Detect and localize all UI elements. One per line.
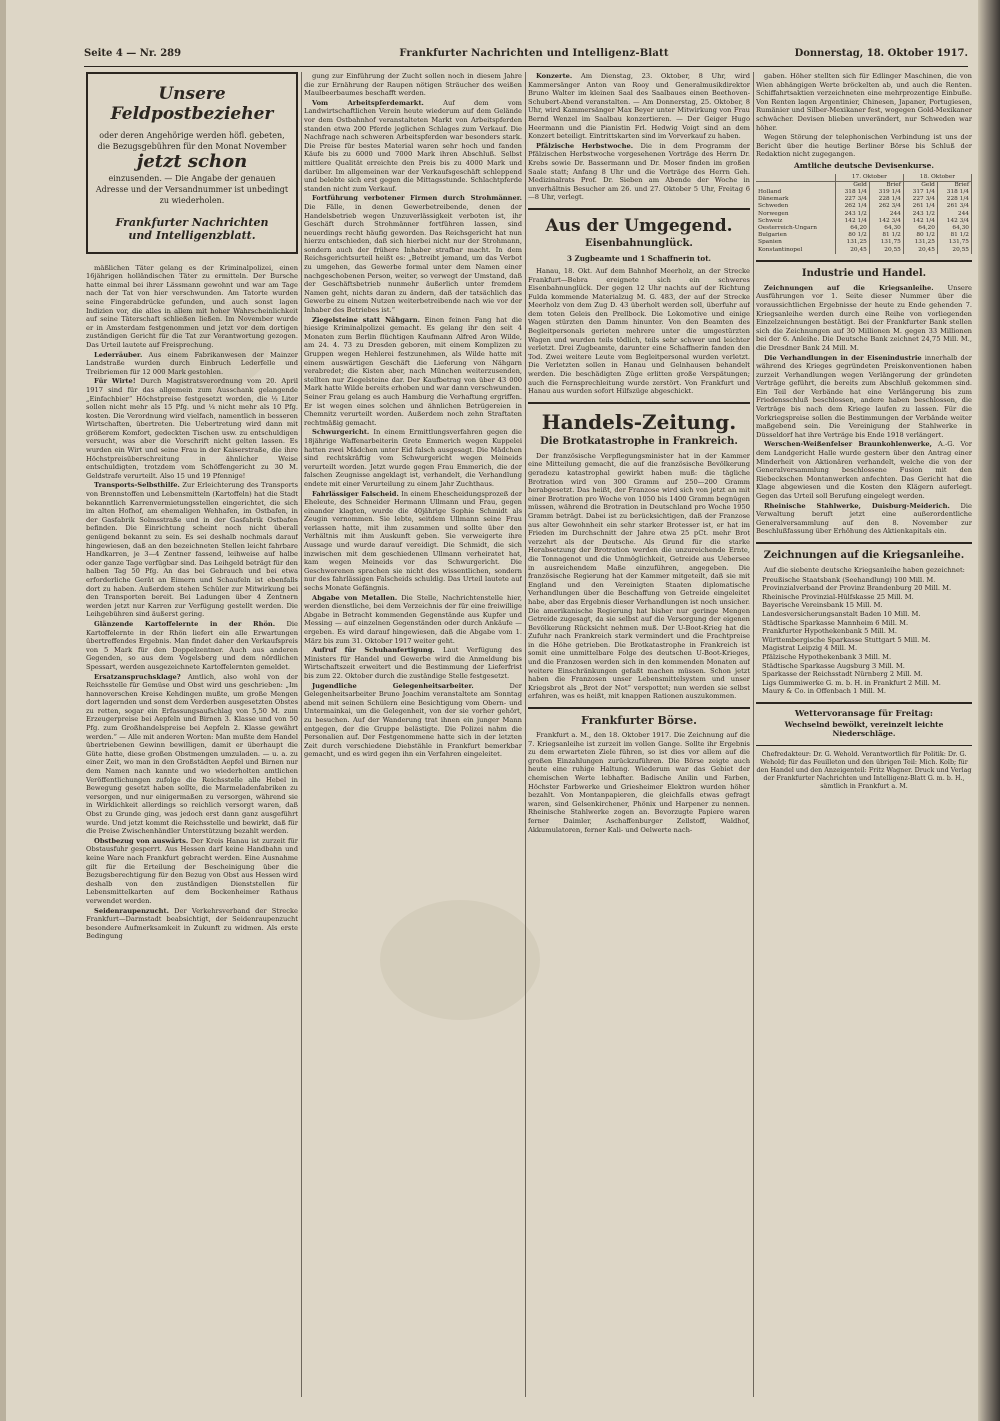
imprint: Chefredakteur: Dr. G. Wehold. Verantwortlich für Politik: Dr. G. Wehold; für das Feuilleton und den übrigen Teil: Mich. Kolb; für den Handel und den Anzeigenteil: Fritz Wagner. Druck und Verlag der Frankfurter Nachrichten und Intelligenz-Blatt G. m. b. H., sämtlich in Frankfurt a. M. — [756, 745, 972, 791]
subscription-line: Ligs Gummiwerke G. m. b. H. in Frankfurt 2 Mill. M. — [762, 678, 941, 687]
subscription-line: Maury & Co. in Offenbach 1 Mill. M. — [762, 687, 886, 696]
article-heading: Schwurgericht. — [312, 428, 370, 437]
article-paragraph — [304, 682, 522, 759]
fx-rate: 244 — [937, 211, 971, 218]
article-paragraph — [756, 502, 972, 536]
subscription-line: Magistrat Leipzig 4 Mill. M. — [762, 644, 858, 653]
article-paragraph — [86, 377, 298, 480]
notice-publisher — [94, 216, 290, 242]
handel-subheading: Die Brotkatastrophe in Frankreich. — [540, 435, 738, 447]
col4-intro-2: Wegen Störung der telephonischen Verbindung ist uns der Bericht über die heutige Berliner Börse bis Schluß der Redaktion nicht zugegangen. — [756, 133, 972, 159]
fx-rate: 318 1/4 — [937, 189, 971, 196]
fx-table-head — [756, 174, 972, 189]
article-text: Die Stelle, Nachrichtenstelle hier, werden dienstliche, bei dem Verzeichnis der für eine freiwillige Abgabe in Betracht kommenden Gegenstände aus Kupfer und Messing — auf einzelnen Gegenständen oder durch Ankäufe — ergeben. Es wird darauf hingewiesen, daß die Abgabe vom 1. März bis zum 31. Oktober 1917 weiter geht. — [304, 593, 522, 645]
notice-emphasis: jetzt schon — [136, 151, 248, 172]
article-paragraph — [304, 428, 522, 488]
notice-text-2: einzusenden. — Die Angabe der genauen Adresse und der Versandnummer ist unbedingt zu wiederholen. — [95, 173, 289, 205]
notice-title-line1: Unsere — [158, 84, 226, 104]
col1-articles — [86, 264, 298, 941]
fx-country: Konstantinopel — [756, 247, 835, 254]
article-heading: Seidenraupenzucht. — [94, 906, 169, 915]
fx-head-cell: 17. Oktober — [835, 174, 903, 182]
fx-rate: 81 1/2 — [937, 232, 971, 239]
wetter-heading: Wettervoransage für Freitag: — [794, 708, 934, 719]
article-paragraph — [528, 72, 750, 141]
fx-country: Schweden — [756, 203, 835, 210]
fx-country: Schweiz — [756, 218, 835, 225]
fx-row — [756, 232, 972, 239]
fx-row — [756, 239, 972, 246]
zeichnungen-list — [756, 576, 972, 696]
article-heading: Ziegelsteine statt Nähgarn. — [312, 315, 420, 324]
article-text: Laut Verfügung des Ministers für Handel und Gewerbe wird die Anmeldung bis Wirtschaftszeit erweitert und die Bestimmung der Lieferfrist bis zum 22. Oktober durch die zuständige Stelle festgesetzt. — [304, 646, 522, 680]
article-paragraph — [304, 316, 522, 428]
fx-sub-cell: Geld — [903, 181, 937, 189]
umgegend-subsubheading: 3 Zugbeamte und 1 Schaffnerin tot. — [566, 253, 712, 263]
article-paragraph — [86, 481, 298, 619]
article-text: Am Dienstag, 23. Oktober, 8 Uhr, wird Kammersänger Anton van Rooy und Generalmusikdirektor Bruno Walter im kleinen Saal des Saalbaues einen Beethoven-Schubert-Abend veranstalten. — Am Donnerstag, 25. Oktober, 8 Uhr, wird Kammersänger Max Beyer unter Mitwirkung von Frau Bernd Wenzel im Saalbau konzertieren. — Der Geiger Hugo Heermann und die Pianistin Frl. Hedwig Voigt sind an dem Konzert beteiligt. Eintrittskarten sind im Vorverkauf zu haben. — [528, 72, 750, 141]
fx-rate: 64,30 — [937, 225, 971, 232]
article-heading: Rheinische Stahlwerke, Duisburg-Meiderich. — [764, 501, 950, 510]
article-heading: Transports-Selbsthilfe. — [94, 481, 180, 490]
col4-intro: gaben. Höher stellten sich für Edlinger Maschinen, die von Wien abhängigen Werte bröckelten ab, und auch die Renten. Schiffahrtsaktien verzeichneten eine mehrprozentige Einbuße. Von Renten lagen Argentinier, Chinesen, Japaner, Portugiesen, Rumänier und Silber-Mexikaner fest, wogegen Gold-Mexikaner schwächer. Devisen blieben unverändert, nur Schweden war höher. — [756, 72, 972, 132]
fx-rate: 64,20 — [835, 225, 869, 232]
notice-text: oder deren Angehörige werden höfl. gebeten, die Bezugsgebühren für den Monat November — [97, 131, 287, 151]
fx-country: Spanien — [756, 239, 835, 246]
fx-rate: 131,75 — [937, 239, 971, 246]
article-heading: Lederräuber. — [94, 350, 143, 359]
article-heading: Jugendliche Gelegenheitsarbeiter. — [312, 681, 474, 690]
article-paragraph — [528, 142, 750, 202]
column-3 — [528, 72, 750, 1397]
fx-rate: 64,20 — [903, 225, 937, 232]
fx-row — [756, 247, 972, 254]
umgegend-subheading: Eisenbahnunglück. — [585, 237, 693, 249]
fx-rate: 244 — [869, 211, 903, 218]
subscription-line: Bayerische Vereinsbank 15 Mill. M. — [762, 601, 883, 610]
article-text: innerhalb der während des Krieges gegründeten Preiskonventionen haben zurzeit Verhandlungen wegen Verlängerung der gründeten Verträge geführt, die bereits zum Abschluß gekommen sind. Ein Teil der Verbände hat eine Verlängerung bis zum Friedensschluß beschlossen, andere haben beschlossen, die Verträge bis nach dem Kriege laufen zu lassen. Für die Vorkriegspreise sollen die Bestimmungen der Verbände weiter maßgebend sein. Die Vereinigung der Stahlwerke in Düsseldorf hat ihre Verträge bis Ende 1918 verlängert. — [756, 353, 972, 439]
notice-title-line2: Feldpostbezieher — [110, 104, 274, 124]
article-heading: Obstbezug von auswärts. — [94, 836, 189, 845]
fx-title: Amtliche deutsche Devisenkurse. — [793, 160, 934, 170]
subscription-line: Landesversicherungsanstalt Baden 10 Mill. M. — [762, 609, 921, 618]
fx-rate: 64,30 — [869, 225, 903, 232]
fx-head-cell — [756, 174, 835, 182]
article-heading: Fortführung verbotener Firmen durch Strohmänner. — [312, 194, 522, 203]
fx-rate: 142 1/4 — [835, 218, 869, 225]
article-paragraph — [304, 99, 522, 194]
section-rule — [756, 260, 972, 262]
fx-rate: 243 1/2 — [835, 211, 869, 218]
handel-heading: Handels-Zeitung. — [541, 409, 737, 434]
umgegend-heading: Aus der Umgegend. — [545, 215, 733, 236]
subscription-line: Frankfurter Hypothekenbank 5 Mill. M. — [762, 627, 897, 636]
industrie-heading: Industrie und Handel. — [801, 267, 927, 279]
article-paragraph — [304, 594, 522, 646]
wetter-text: Wechselnd bewölkt, vereinzelt leichte Niederschläge. — [784, 720, 944, 739]
publisher-line2: und Intelligenzblatt. — [128, 228, 256, 242]
issue-date: Donnerstag, 18. Oktober 1917. — [794, 48, 968, 59]
fx-rate: 20,45 — [835, 247, 869, 254]
fx-rate: 318 1/4 — [835, 189, 869, 196]
fx-table-body — [756, 189, 972, 254]
fx-rate: 81 1/2 — [869, 232, 903, 239]
fx-rate: 319 1/4 — [869, 189, 903, 196]
subscription-line: Städtische Sparkasse Augsburg 3 Mill. M. — [762, 661, 905, 670]
section-rule — [528, 402, 750, 404]
industrie-articles — [756, 284, 972, 536]
fx-rate: 80 1/2 — [835, 232, 869, 239]
section-rule — [756, 702, 972, 704]
article-heading: Für Wirte! — [94, 377, 136, 386]
fx-head-cell: 18. Oktober — [903, 174, 971, 182]
fx-row — [756, 211, 972, 218]
fx-rates-table — [756, 174, 972, 254]
section-rule — [528, 707, 750, 709]
section-rule — [528, 208, 750, 210]
article-heading: Werschen-Weißenfelser Braunkohlenwerke, — [764, 440, 932, 449]
fx-rate: 142 3/4 — [869, 218, 903, 225]
article-paragraph — [86, 673, 298, 836]
article-text: A.-G. Vor dem Landgericht Halle wurde gestern über den Antrag einer Minderheit von Aktionären verhandelt, welche die von der Generalversammlung beschlossene Fusion mit den Riebeckschen Montanwerken anfechten. Das Gericht hat die Klage abgewiesen und die Kosten den Klägern auferlegt. Gegen das Urteil soll Berufung eingelegt werden. — [756, 440, 972, 501]
article-text: Unsere Ausführungen vor 1. Seite dieser Nummer über die voraussichtlichen Ergebnisse der heute zu Ende gehenden 7. Kriegsanleihe werden durch eine Reihe von vorliegenden Einzelzeichnungen bestätigt. Bei der Frankfurter Bank stellen sich die Zeichnungen auf 30 Millionen M. gegen 33 Millionen bei der 6. Anleihe. Die Deutsche Bank zeichnet 24,75 Mill. M., die Dresdner Bank 24 Mill. M. — [756, 283, 972, 352]
article-paragraph — [756, 440, 972, 500]
fx-sub-row — [756, 181, 972, 189]
article-paragraph — [86, 264, 298, 350]
column-4 — [756, 72, 972, 1397]
section-rule — [756, 542, 972, 544]
article-paragraph — [756, 284, 972, 353]
fx-row — [756, 225, 972, 232]
article-text: Der Gelegenheitsarbeiter Bruno Joachim veranstaltete am Sonntag abend mit seinen Schülern eine Besichtigung vom Obern- und Untermainkai, um die Gelegenheit, von der sie vorher gehört, zu besuchen. Auf der Wanderung trat ihnen ein junger Mann entgegen, der die Gruppe belästigte. Die Polizei nahm die Personalien auf. Der Festgenommene hatte sich in der letzten Zeit durch verschiedene Diebstähle in Frankfurt bemerkbar gemacht, und es wird gegen ihn ein Verfahren eingeleitet. — [304, 681, 522, 759]
article-paragraph — [304, 646, 522, 680]
fx-row — [756, 189, 972, 196]
article-paragraph — [86, 351, 298, 377]
column-2 — [304, 72, 522, 1397]
fx-date-row — [756, 174, 972, 182]
boerse-heading: Frankfurter Börse. — [581, 714, 697, 728]
column-rule — [301, 72, 302, 1397]
article-text: gung zur Einführung der Zucht sollen noch in diesem Jahre die zur Ernährung der Raupen nötigen Sträucher des weißen Maulbeerbaumes beschafft werden. — [304, 72, 522, 98]
fx-rate: 243 1/2 — [903, 211, 937, 218]
article-heading: Vom Arbeitspferdemarkt. — [312, 98, 424, 107]
article-paragraph — [86, 907, 298, 941]
page-left-edge — [0, 0, 6, 1421]
fx-rate: 20,55 — [937, 247, 971, 254]
fx-row — [756, 203, 972, 210]
fx-rate: 228 1/4 — [869, 196, 903, 203]
article-heading: Glänzende Kartoffelernte in der Rhön. — [94, 619, 276, 628]
fx-country: Bulgarien — [756, 232, 835, 239]
fx-rate: 142 3/4 — [937, 218, 971, 225]
header-rule — [84, 66, 968, 67]
fx-rate: 261 1/4 — [903, 203, 937, 210]
article-text: Die in dem Programm der Pfälzischen Herbstwoche vorgesehenen Vorträge des Herrn Dr. Krebs sowie Dr. Bassermann und Dr. Moser finden im großen Saale statt; Anfang 8 Uhr und die Vorträge des Herrn Geh. Medizinalrats Prof. Dr. Sieben am Abende der Woche in unverhältnis Besucher am 26. und 27. Oktober 5 Uhr, Freitag 6—8 Uhr, verlegt. — [528, 141, 750, 202]
fx-country: Norwegen — [756, 211, 835, 218]
fx-rate: 142 1/4 — [903, 218, 937, 225]
article-text: Durch Magistratsverordnung vom 20. April 1917 sind für das allgemein zum Ausschank gelangende „Einfachbier“ Höchstpreise festgesetzt worden, die ⅓ Liter sollen nicht mehr als 15 Pfg. und ¼ nicht mehr als 10 Pfg. kosten. Die Verordnung wird vielfach, namentlich in besseren Wirtschaften, übertreten. Die Uebertretung wird dann mit größerem Komfort, gedeckten Tischen usw. zu entschuldigen versucht, was aber die Vorschrift nicht gelten lassen. Es wurden ein Wirt und seine Frau in der Kaiserstraße, die ihre Höchstpreisüberschreitung in ähnlicher Weise entschuldigten, trotzdem vom Schöffengericht zu 30 M. Geldstrafe verurteilt. Also 15 und 19 Pfennige! — [86, 377, 298, 480]
handel-text: Der französische Verpflegungsminister hat in der Kammer eine Mitteilung gemacht, die auf die französische Bevölkerung geradezu katastrophal gewirkt haben muß: die tägliche Brotration wird von 300 Gramm auf 250—200 Gramm herabgesetzt. Das heißt, der Franzose wird sich von jetzt an mit einer Brotration pro Woche von 1050 bis 1400 Gramm begnügen müssen, während die Brotration in Deutschland pro Woche 1950 Gramm beträgt. Dabei ist zu berücksichtigen, daß der Franzose aus alter Gewohnheit ein sehr starker Brotesser ist, er hat im Frieden im Durchschnitt der Jahre etwa 25 pCt. mehr Brot verzehrt als der Deutsche. Als Grund für die starke Herabsetzung der Brotration werden die unzureichende Ernte, die Tonnagenot und die Unmöglichkeit, Getreide aus Uebersee in ausreichendem Maße einzuführen, angegeben. Die französische Regierung hat der Kammer mitgeteilt, daß sie mit England und den Vereinigten Staaten diplomatische Verhandlungen über die Beschaffung von Getreide eingeleitet habe, aber das Ergebnis dieser Verhandlungen ist noch unsicher. Die amerikanische Regierung hat bisher nur geringe Mengen Getreide zugesagt, da sie selbst auf die Versorgung der eigenen Bevölkerung Rücksicht nehmen muß. Der U-Boot-Krieg hat die Zufuhr nach Frankreich stark vermindert und die Frachtpreise in die Höhe getrieben. Die Brotkatastrophe in Frankreich ist somit eine unmittelbare Folge des deutschen U-Boot-Krieges, und die Franzosen werden sich in den kommenden Monaten auf weitere Einschränkungen gefaßt machen müssen. Schon jetzt haben die Franzosen unser Lebensmittelsystem und unser Kriegsbrot als „Brot der Not“ verspottet; nun werden sie selbst erfahren, was es heißt, mit knappen Rationen auszukommen. — [528, 451, 750, 701]
article-heading: Pfälzische Herbstwoche. — [536, 141, 634, 150]
article-paragraph — [86, 620, 298, 672]
fx-rate: 131,75 — [869, 239, 903, 246]
subscription-line: Sparkasse der Reichsstadt Nürnberg 2 Mill. M. — [762, 670, 923, 679]
column-1 — [86, 72, 298, 1397]
article-paragraph — [304, 72, 522, 98]
article-text: Auf dem vom Landwirtschaftlichen Verein heute wiederum auf dem Gelände vor dem Ostbahnhof veranstalteten Markt von Arbeitspferden standen etwa 200 Pferde jeglichen Schlages zum Verkauf. Die Nachfrage nach schweren Arbeitspferden war besonders stark. Die Preise für bestes Material waren sehr hoch und fanden Käufe bis zu 6000 und 7000 Mark ihren Abschluß. Selbst mittlere Qualität erreichte den Preis bis zu 4000 Mark und darüber. Im allgemeinen war der Verkaufsgeschäft schleppend und belebte sich erst gegen die Mittagsstunde. Schlachtpferde standen nicht zum Verkauf. — [304, 98, 522, 193]
article-heading: Aufruf für Schuhanfertigung. — [312, 646, 435, 655]
feldpost-notice-box — [86, 72, 298, 254]
subscription-line: Preußische Staatsbank (Seehandlung) 100 Mill. M. — [762, 575, 936, 584]
fx-rate: 131,25 — [835, 239, 869, 246]
fx-country: Dänemark — [756, 196, 835, 203]
article-text: In einem Ehescheidungsprozeß der Eheleute, des Schneider Hermann Ullmann und Frau, gegen einander klagten, wurde die 40jährige Sophie Schmidt als Zeugin vernommen. Sie lebte, seitdem Ullmann seine Frau verlassen hatte, mit ihm zusammen und sollte über den Verhältnis mit ihm Auskunft geben. Sie verweigerte ihre Aussage und wurde darauf vereidigt. Die Schmidt, die sich inzwischen mit dem geschiedenen Ullmann verheiratet hat, kam wegen Meineids vor das Schwurgericht. Die Geschworenen sprachen sie nicht des wissentlichen, sondern nur des fahrlässigen Falscheids schuldig. Das Urteil lautete auf sechs Monate Gefängnis. — [304, 489, 522, 593]
page-number: Seite 4 — Nr. 289 — [84, 48, 182, 59]
article-paragraph — [304, 194, 522, 314]
fx-rate: 20,45 — [903, 247, 937, 254]
fx-rate: 262 1/4 — [835, 203, 869, 210]
article-heading: Zeichnungen auf die Kriegsanleihe. — [764, 283, 934, 292]
article-text: Aus einem Fabrikanwesen der Mainzer Landstraße wurden durch Einbruch Lederfelle und Treibriemen für 12 000 Mark gestohlen. — [86, 350, 298, 376]
zeichnungen-intro: Auf die siebente deutsche Kriegsanleihe haben gezeichnet: — [764, 565, 965, 574]
article-heading: Die Verhandlungen in der Eisenindustrie — [764, 353, 922, 362]
subscription-line: Provinzialverband der Provinz Brandenburg 20 Mill. M. — [762, 584, 952, 593]
masthead-title: Frankfurter Nachrichten und Intelligenz-Blatt — [399, 48, 669, 59]
fx-rate: 227 3/4 — [835, 196, 869, 203]
fx-row — [756, 218, 972, 225]
subscription-line: Rheinische Provinzial-Hülfskasse 25 Mill. M. — [762, 592, 914, 601]
publisher-line1: Frankfurter Nachrichten — [115, 215, 269, 229]
column-rule — [525, 72, 526, 1397]
fx-rate: 131,25 — [903, 239, 937, 246]
fx-rate: 228 1/4 — [937, 196, 971, 203]
fx-row — [756, 196, 972, 203]
zeichnungen-heading: Zeichnungen auf die Kriegsanleihe. — [763, 549, 965, 561]
fx-sub-cell: Brief — [869, 181, 903, 189]
article-heading: Abgabe von Metallen. — [312, 593, 398, 602]
fx-rate: 20,55 — [869, 247, 903, 254]
fx-rate: 227 3/4 — [903, 196, 937, 203]
article-text: In einem Ermittlungsverfahren gegen die 18jährige Waffenarbeiterin Grete Emmerich wegen Kuppelei hatten zwei Mädchen unter Eid falsch ausgesagt. Die Mädchen sind rechtskräftig vom Schwurgericht wegen Meineids verurteilt worden. Jetzt wurde gegen Frau Emmerich, die der falschen Zeugnisse angeklagt ist, verhandelt, die Verhandlung endete mit einer Verurteilung zu einem Jahr Zuchthaus. — [304, 428, 522, 488]
fx-rate: 262 3/4 — [869, 203, 903, 210]
article-heading: Konzerte. — [536, 72, 573, 80]
fx-country: Holland — [756, 189, 835, 196]
article-text: mäßlichen Täter gelang es der Kriminalpolizei, einen 16jährigen holländischen Täter zu ermitteln. Der Bursche hatte einmal bei ihrer Lässmann gewohnt und war am Tage nach der Tat von hier verschwunden. Am Tatorte wurden seine Fingerabdrücke gefunden, und auch sonst lagen Indizien vor, die alles in allem mit hoher Wahrscheinlichkeit auf seine Täterschaft schließen ließen. Im November wurde er in Amsterdam festgenommen und jetzt vor dem dortigen zuständigen Gericht für die Tat zur Verantwortung gezogen. Das Urteil lautete auf Freisprechung. — [86, 263, 298, 349]
article-paragraph — [304, 490, 522, 593]
column-rule — [753, 72, 754, 1397]
article-text: Amtlich, also wohl von der Reichsstelle für Gemüse und Obst wird uns geschrieben: „Im hannoverschen Kreise Kehdingen mußte, um große Mengen dort lagernden und sonst dem Verderben ausgesetzten Obstes zu retten, sogar ein Erfassungsaufschlag von 5,50 M. zum Erzeugerpreise bei Aepfeln und Birnen 3. Klasse und von 50 Pfg. zum Großhandelspreise bei Aepfeln 2. Klasse gewährt werden.“ — Alle mit anderen Worten: Man mußte dem Handel übertriebenen Gewinn bewilligen, damit er überhaupt die Güte hatte, diese großen Obstmengen umzuladen. — u. a. zu einer Zeit, wo man in den Großstädten Aepfel und Birnen nur dem Namen nach kannte und wo wiederholten amtlichen Veröffentlichungen zufolge die Reichsstelle alle Hebel in Bewegung gesetzt haben sollte, die Marmeladenfabriken zu versorgen, und nur einigermaßen zu versorgen, während sie in Wirklichkeit allerdings so reichlich versorgt waren, daß Obst zu Grunde ging, was jedoch erst dann ganz ausgeführt wurde. Und jetzt kommt die Reichsstelle und bewirkt, daß für die Preise Zwischenhändler Unterstützung bezahlt werden. — [86, 672, 298, 836]
article-heading: Fahrlässiger Falscheid. — [312, 489, 399, 498]
subscription-line: Württembergische Sparkasse Stuttgart 5 Mill. M. — [762, 635, 931, 644]
fx-rate: 317 1/4 — [903, 189, 937, 196]
article-paragraph — [86, 837, 298, 906]
subscription-line: Pfälzische Hypothekenbank 3 Mill. M. — [762, 652, 892, 661]
article-text: Der Kreis Hanau ist zurzeit für Obstausfuhr gesperrt. Aus Hessen darf keine Handbahn und keine Ware nach Frankfurt gebracht werden. Eine Ausnahme gilt für die Erteilung der Bescheinigung über die Bezugsberechtigung für den Bezug von Obst aus Hessen wird deshalb von den zuständigen Dienststellen für Lebensmittelkarten auf dem Bockenheimer Rathaus verwendet werden. — [86, 836, 298, 905]
article-paragraph — [756, 354, 972, 440]
fx-rate: 80 1/2 — [903, 232, 937, 239]
fx-rate: 261 3/4 — [937, 203, 971, 210]
fx-sub-cell: Brief — [937, 181, 971, 189]
article-text: Die Fälle, in denen Gewerbetreibende, denen der Handelsbetrieb wegen Unzuverlässigkeit verboten ist, ihr Geschäft durch Strohmänner fortführen lassen, sind neuerdings recht häufig geworden. Das Reichsgericht hat nun hierzu entschieden, daß sich hierbei nicht nur der Strohmann, sondern auch der frühere Inhaber strafbar macht. In dem Reichsgerichtsurteil heißt es: „Betreibt jemand, um das Verbot zu umgehen, das Gewerbe formal unter dem Namen einer nachgeschobenen Person, weiter, so verwegt der Umstand, daß der Geschäftsbetrieb nunmehr äußerlich unter fremdem Namen geht, nichts daran zu ändern, daß der tatsächlich das Gewerbe zu einem Nutzen weiterbetreibende nach wie vor der Inhaber des Betriebes ist.“ — [304, 202, 522, 315]
article-text: Die Kartoffelernte in der Rhön liefert ein alle Erwartungen übertreffendes Ergebnis. Man findet daher den Verkaufspreis von 5 Mark für den Doppelzentner. Auch aus anderen Gegenden, so aus dem Vogelsberg und dem nördlichen Spessart, werden ausgezeichnete Kartoffelernten gemeldet. — [86, 619, 298, 671]
col2-articles — [304, 72, 522, 759]
article-text: Zur Erleichterung des Transports von Brennstoffen und Lebensmitteln (Kartoffeln) hat die Stadt bekanntlich Karrenvermietungsstellen eingerichtet, die sich im alten Hofhof, am ehemaligen Wehhafen, im Ostbafen, in der Gasfabrik Solmsstraße und in der Gasfabrik Ostbafen befinden. Die Einrichtung scheint noch nicht überall genügend bekannt zu sein. Es sei deshalb nochmals darauf hingewiesen, daß an den bezeichneten Stellen leicht fahrbare Handkarren, je 3—4 Zentner fassend, leihweise auf halbe oder ganze Tage verfügbar sind. Das Leihgeld beträgt für den halben Tag 50 Pfg. An das bei Gebrauch und bei etwa erforderliche Gerät an Eimern und Schaufeln ist ebenfalls dort zu haben. Außerdem stehen Schüler zur Mitwirkung bei den Transporten bereit. Bei Ladungen über 4 Zentnern werden jetzt nur Karren zur Verfügung gestellt werden. Die Leihgebühren sind äußerst gering. — [86, 481, 298, 619]
article-text: Einen feinen Fang hat die hiesige Kriminalpolizei gemacht. Es gelang ihr den seit 4 Monaten zum Berlin flüchtigen Kaufmann Alfred Aron Wilde, am 24. 4. 73 zu Dresden geboren, mit einem Komplizen zu Gruppen wegen Hehlerei festzunehmen, als Wilde hatte mit einem auswärtigen Geschäft die Lieferung von Nähgarn verabredet; die Kisten aber, nach München weiterzusenden, stellten nur Ziegelsteine dar. Der Kaufbetrag von über 43 000 Mark hatte Wilde bereits erhoben und war dann verschwunden. Seiner Frau gelang es auch Hamburg die Verhaftung ergriffen. Er ist wegen eines solchen und ähnlichen Betrügereien in Chemnitz verurteilt worden. Außerdem noch zehn Straftaten rechtmäßig gemacht. — [304, 315, 522, 427]
fx-country: Oesterreich-Ungarn — [756, 225, 835, 232]
fx-sub-cell — [756, 181, 835, 189]
boerse-text: Frankfurt a. M., den 18. Oktober 1917. Die Zeichnung auf die 7. Kriegsanleihe ist zurzeit im vollen Gange. Sollte ihr Ergebnis zu dem erwarteten Ziele führen, so ist dies vor allem auf die großen Einzahlungen zurückzuführen. Die Börse zeigte auch heute eine ruhige Haltung. Wiederum war das Gebiet der chemischen Werte lebhafter. Badische Anilin und Farben, Höchster Farbwerke und Griesheimer Elektron wurden höher bezahlt. Von Montanpapieren, die gleichfalls etwas gefragt waren, sind Gelsenkirchener, Phönix und Harpener zu nennen. Rheinische Stahlwerke zogen an. Bevorzugte Papiere waren ferner Daimler, Aschaffenburger Zellstoff, Waldhof, Akkumulatoren, ferner Kali- und Oelwerte nach- — [528, 731, 750, 834]
book-binding-edge — [978, 0, 1000, 1421]
col3-top-articles — [528, 72, 750, 202]
fx-sub-cell: Geld — [835, 181, 869, 189]
running-header — [84, 44, 968, 66]
article-text: Die Verwaltung beruft jetzt eine außerordentliche Generalversammlung auf den 8. November zur Beschlußfassung über Erhöhung des Aktienkapitals ein. — [756, 501, 972, 536]
article-heading: Ersatzanspruchsklage? — [94, 672, 181, 681]
article-text: Der Verkehrsverband der Strecke Frankfurt—Darmstadt beabsichtigt, der Seidenraupenzucht besondere Aufmerksamkeit in Zukunft zu widmen. Als erste Bedingung — [86, 906, 298, 941]
umgegend-text: Hanau, 18. Okt. Auf dem Bahnhof Meerholz, an der Strecke Frankfurt—Bebra ereignete sich ein schweres Eisenbahnunglück. Der gegen 12 Uhr nachts auf der Richtung Fulda kommende Materialzug M. G. 483, der auf der Strecke Meerholz von dem Zug D. 43 überholt werden soll, überfuhr auf dem toten Geleis den Prellbock. Die Lokomotive und einige Wagen stürzten den Damm hinunter. Von den Beamten des Begleitpersonals gerieten mehrere unter die umgestürzten Wagen und wurden teils tödlich, teils sehr schwer und leichter verletzt. Drei Zugbeamte, darunter eine Schaffnerin fanden den Tod. Zwei weitere Leute vom Begleitpersonal wurden verletzt. Die Verletzten sollen in Hanau und Gelnhausen behandelt werden. Die beschädigten Züge erlitten große Verspätungen; auch die Fernsprechleitung wurde zerstört. Von Frankfurt und Hanau aus wurden sofort Hilfszüge abgeschickt. — [528, 266, 750, 396]
subscription-line: Städtische Sparkasse Mannheim 6 Mill. M. — [762, 618, 909, 627]
